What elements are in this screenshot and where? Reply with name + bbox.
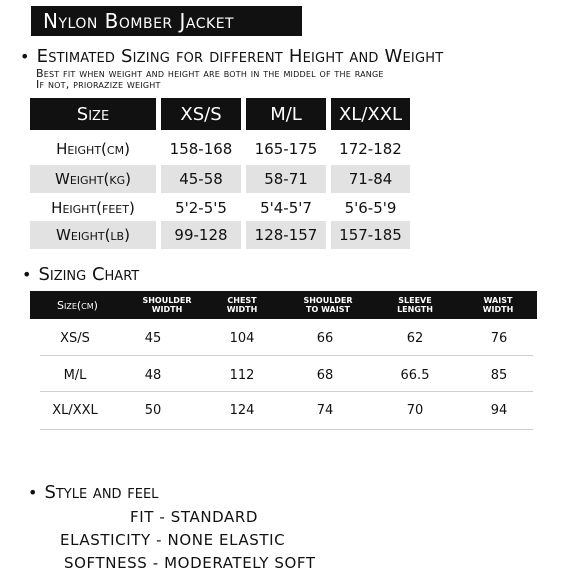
sizing-chart-cell: 124 bbox=[229, 403, 255, 418]
sizing-chart-row-divider bbox=[40, 391, 533, 392]
style-and-feel-heading bbox=[28, 482, 158, 503]
estimated-sizing-heading bbox=[20, 46, 443, 67]
estimated-cell: 158-168 bbox=[169, 140, 233, 158]
estimated-cell: 58-71 bbox=[246, 165, 326, 193]
sizing-chart-cell: 50 bbox=[144, 403, 162, 418]
bullet-icon: • bbox=[20, 47, 30, 66]
estimated-sizing-note: Best fit when weight and height are both in the middel of the range bbox=[36, 67, 384, 80]
estimated-header-xl-xxl: XL/XXL bbox=[331, 98, 410, 130]
estimated-cell: 128-157 bbox=[246, 221, 326, 249]
sizing-chart-cell: 66 bbox=[316, 331, 334, 346]
sizing-chart-header-text: SHOULDER bbox=[303, 296, 353, 305]
sizing-chart-heading-text: Sizing Chart bbox=[38, 264, 140, 285]
sizing-chart-header-sleeve-length bbox=[375, 291, 455, 319]
sizing-chart-cell: 74 bbox=[316, 403, 334, 418]
sizing-chart-cell: 104 bbox=[229, 331, 255, 346]
sizing-chart-header-chest-width bbox=[209, 291, 275, 319]
sizing-chart-cell: 48 bbox=[144, 368, 162, 383]
estimated-cell: 5'2-5'5 bbox=[175, 199, 227, 217]
estimated-row-label: Height(feet) bbox=[51, 199, 135, 217]
style-and-feel-heading-text: Style and feel bbox=[44, 482, 159, 503]
estimated-sizing-heading-text: Estimated Sizing for different Height and Weight bbox=[36, 46, 444, 67]
sizing-chart-cell: 94 bbox=[490, 403, 508, 418]
sizing-chart-header-shoulder-to-waist bbox=[285, 291, 371, 319]
sizing-chart-header-text: WIDTH bbox=[226, 305, 258, 314]
sizing-chart-cell: 76 bbox=[490, 331, 508, 346]
sizing-chart-header-text: SLEEVE bbox=[398, 296, 432, 305]
estimated-cell: 157-185 bbox=[331, 221, 410, 249]
estimated-header-m-l: M/L bbox=[246, 98, 326, 130]
sizing-chart-header-text: SHOULDER bbox=[142, 296, 192, 305]
estimated-row-label: Weight(lb) bbox=[30, 221, 156, 249]
estimated-cell: 165-175 bbox=[254, 140, 318, 158]
sizing-chart-cell: 70 bbox=[406, 403, 424, 418]
style-softness-line: SOFTNESS - MODERATELY SOFT bbox=[64, 554, 316, 572]
sizing-chart-size: XS/S bbox=[60, 331, 90, 346]
sizing-chart-cell: 62 bbox=[406, 331, 424, 346]
bullet-icon: • bbox=[28, 483, 38, 502]
sizing-chart-cell: 68 bbox=[316, 368, 334, 383]
sizing-chart-header-text: WIDTH bbox=[151, 305, 183, 314]
style-elasticity-line: ELASTICITY - NONE ELASTIC bbox=[60, 531, 286, 549]
sizing-chart-header-text: WAIST bbox=[483, 296, 513, 305]
sizing-chart-header-text: CHEST bbox=[227, 296, 257, 305]
estimated-cell: 5'6-5'9 bbox=[344, 199, 397, 217]
sizing-chart-header-text: Size(cm) bbox=[57, 298, 98, 312]
sizing-chart-cell: 85 bbox=[490, 368, 508, 383]
sizing-chart-header-shoulder-width bbox=[125, 291, 209, 319]
sizing-chart-row-divider bbox=[40, 429, 533, 430]
estimated-cell: 172-182 bbox=[339, 140, 402, 158]
estimated-row-label: Height(cm) bbox=[56, 140, 130, 158]
estimated-cell: 45-58 bbox=[161, 165, 241, 193]
sizing-chart-row-divider bbox=[40, 355, 533, 356]
sizing-chart-header-text: WIDTH bbox=[482, 305, 514, 314]
sizing-chart-header-size bbox=[30, 291, 125, 319]
estimated-row-label: Weight(kg) bbox=[30, 165, 156, 193]
sizing-chart-cell: 112 bbox=[229, 368, 255, 383]
sizing-chart-size: XL/XXL bbox=[52, 403, 98, 418]
sizing-chart-header-waist-width bbox=[460, 291, 536, 319]
sizing-chart-header-text: TO WAIST bbox=[306, 305, 350, 314]
estimated-header-xs-s: XS/S bbox=[161, 98, 241, 130]
estimated-cell: 5'4-5'7 bbox=[260, 199, 312, 217]
style-fit-line: FIT - STANDARD bbox=[130, 508, 259, 526]
sizing-chart-header-text: LENGTH bbox=[397, 305, 433, 314]
estimated-cell: 71-84 bbox=[331, 165, 410, 193]
sizing-chart-cell: 45 bbox=[144, 331, 162, 346]
bullet-icon: • bbox=[22, 265, 32, 284]
sizing-chart-heading bbox=[22, 264, 139, 285]
estimated-sizing-note: If not, priorazize weight bbox=[36, 78, 161, 91]
sizing-chart-cell: 66.5 bbox=[400, 368, 430, 383]
estimated-cell: 99-128 bbox=[161, 221, 241, 249]
page-title: Nylon Bomber Jacket bbox=[31, 6, 302, 36]
sizing-chart-size: M/L bbox=[63, 368, 87, 383]
estimated-header-size: Size bbox=[30, 98, 156, 130]
